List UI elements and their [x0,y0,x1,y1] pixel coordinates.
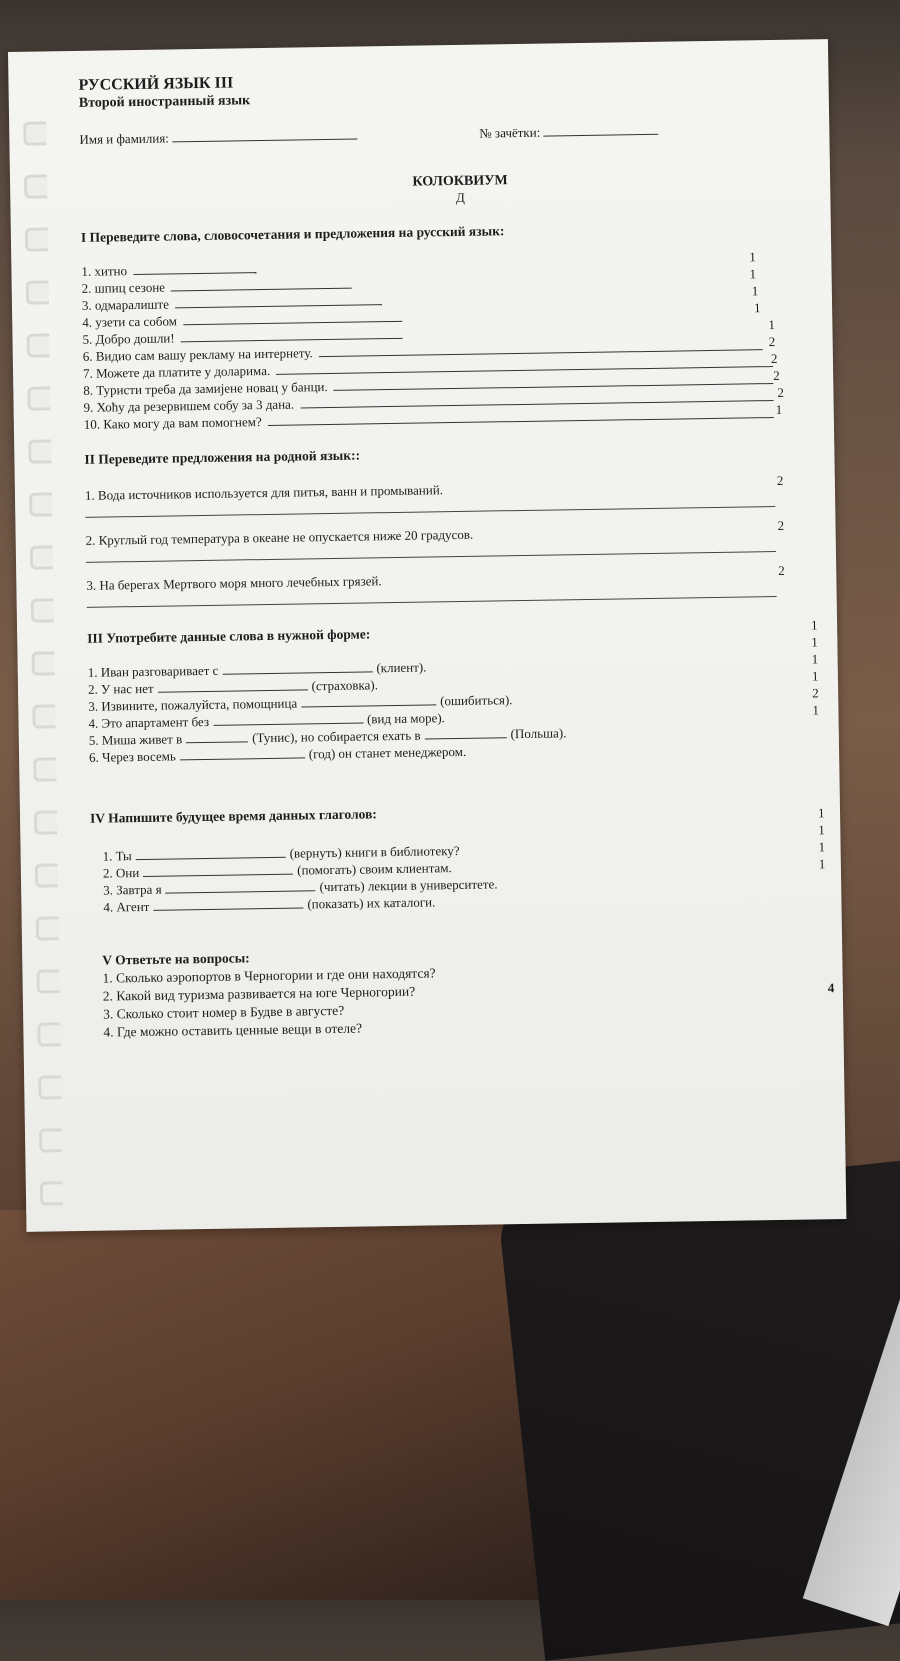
item-score: 1 [811,651,819,667]
section-1 [81,217,844,433]
answer-blank[interactable] [181,326,403,342]
binding-ring [38,1075,61,1099]
section-3 [87,618,846,766]
item-text: 1. Ты [102,848,132,864]
item-score: 1 [749,266,757,282]
id-blank[interactable] [543,122,658,137]
answer-blank[interactable] [157,677,307,692]
item-text: 9. Хоћу да резервишем собу за 3 дана. [83,396,295,415]
item-text: 4. узети са собом [82,313,177,330]
answer-blank[interactable] [213,711,363,726]
item-text: 7. Можете да платите у доларима. [82,362,271,381]
item-text: 2. У нас нет [87,680,154,697]
section-1-list [81,251,844,433]
item-text: 5. Миша живет в [88,731,183,748]
item-text: 1. Иван разговаривает с [87,662,219,680]
item-score: 2 [812,685,819,701]
binding-ring [40,1181,63,1205]
item-text: (страховка). [311,677,379,694]
item-text: 4. Агент [103,898,150,915]
item-text: (Тунис), но собирается ехать в [252,727,421,746]
id-field[interactable] [479,122,658,142]
section-5-title: V Ответьте на вопросы: [102,950,250,968]
page-title: КОЛОКВИУМ [412,173,508,190]
item-text: (вид на море). [366,710,445,727]
student-info-row [79,119,839,161]
item-text: 3. Завтра я [103,881,162,898]
item-score: 1 [811,668,819,684]
item-score: 1 [817,805,825,821]
binding-ring [26,280,49,304]
binding-ring [30,545,53,569]
question: 3. Сколько стоит номер в Будве в августе? [103,1002,345,1022]
question: 2. Какой вид туризма развивается на юге Черногории? [102,983,416,1004]
answer-blank[interactable] [143,862,293,877]
binding-ring [29,492,52,516]
variant-letter: Д [455,189,465,205]
section-1-title: I Переведите слова, словосочетания и предложения на русский язык: [80,223,505,245]
section-5 [92,940,846,1042]
item-score: 1 [811,634,818,650]
item-score: 1 [818,822,825,838]
answer-blank[interactable] [136,845,286,860]
comb-binding [23,121,63,1231]
item-score: 2 [768,333,776,350]
binding-ring [28,439,51,463]
binding-ring [25,227,48,251]
exam-sheet [8,39,846,1232]
binding-ring [39,1128,62,1152]
binding-ring [26,333,49,357]
item-text: (ошибиться). [440,692,513,709]
item-text: 2. Они [102,865,140,881]
binding-ring [34,810,57,834]
course-title: РУССКИЙ ЯЗЫК III [78,74,234,94]
item-text: 1. Вода источников используется для питья, ванн и промываний. [84,482,444,503]
item-text: 3. На берегах Мертвого моря много лечебных грязей. [86,573,382,593]
item-score: 1 [753,300,761,316]
section-4-title: IV Напишите будущее время данных глаголов: [89,806,377,826]
item-score: 2 [776,472,784,488]
item-text: (вернуть) книги в библиотеку? [289,843,460,861]
binding-ring [37,1022,60,1046]
item-score: 2 [777,517,785,533]
section-5-list [102,958,846,1042]
item-text: 1. хитно [81,263,128,279]
answer-blank[interactable] [301,692,436,707]
item-text: 2. Круглый год температура в океане не опускается ниже 20 градусов. [85,526,474,548]
item-score: 2 [778,562,785,578]
section-5-score: 4 [827,980,835,996]
answer-blank[interactable] [222,659,372,674]
name-blank[interactable] [172,127,357,143]
binding-ring [36,969,59,993]
item-score: 2 [773,367,780,384]
section-3-title: III Употребите данные слова в нужной форме: [87,626,371,646]
item-text: 6. Через восемь [88,748,176,765]
answer-blank[interactable] [171,276,352,292]
binding-ring [23,121,46,145]
item-text: 8. Туристи треба да замијене новац у банци. [83,379,328,398]
binding-ring [36,916,59,940]
item-score: 1 [812,702,820,718]
binding-ring [33,757,56,781]
item-score: 1 [768,316,775,333]
answer-blank[interactable] [153,895,303,910]
section-2-title: II Переведите предложения на родной язык:: [84,447,361,467]
binding-ring [35,863,58,887]
binding-ring [24,174,47,198]
course-subtitle: Второй иностранный язык [78,93,251,111]
answer-blank[interactable] [133,260,256,275]
item-text: 10. Како могу да вам помогнем? [83,414,262,432]
answer-blank[interactable] [186,729,248,743]
section-2 [84,439,846,608]
item-text: (клиент). [376,659,427,676]
section-2-list [84,472,847,608]
name-label: Имя и фамилия: [79,130,169,147]
section-4 [90,798,847,916]
item-score: 1 [818,856,826,872]
item-text: 3. одмаралиште [81,296,170,313]
item-score: 1 [818,839,826,855]
id-label: № зачётки: [479,124,541,141]
item-text: 6. Видио сам вашу рекламу на интернету. [82,345,313,364]
item-text: (год) он станет менеджером. [308,743,467,762]
item-score: 1 [749,249,756,265]
item-score: 2 [770,350,778,367]
section-4-scores [818,804,826,872]
item-text: (Польша). [510,725,567,742]
item-text: (показать) их каталоги. [307,894,436,912]
binding-ring [27,386,50,410]
answer-blank[interactable] [183,309,402,325]
item-score: 1 [775,401,783,417]
exam-content [78,65,846,1042]
item-text: 3. Извините, пожалуйста, помощница [88,695,298,714]
item-text: 2. шпиц сезоне [81,279,166,296]
question: 4. Где можно оставить ценные вещи в отеле? [103,1020,363,1040]
item-text: 4. Это апартамент без [88,713,210,731]
answer-blank[interactable] [175,292,382,308]
item-text: 5. Добро дошли! [82,330,175,347]
binding-ring [32,704,55,728]
binding-ring [31,651,54,675]
question: 1. Сколько аэропортов в Черногории и где они находятся? [102,965,436,986]
item-score: 2 [777,384,785,400]
item-text: (читать) лекции в университете. [319,876,498,895]
item-text: (помогать) своим клиентам. [297,860,452,878]
answer-blank[interactable] [180,745,305,760]
item-score: 1 [751,283,759,299]
item-score: 1 [810,617,818,633]
binding-ring [31,598,54,622]
answer-blank[interactable] [165,878,315,893]
name-field[interactable] [79,127,357,148]
answer-blank[interactable] [424,725,506,739]
